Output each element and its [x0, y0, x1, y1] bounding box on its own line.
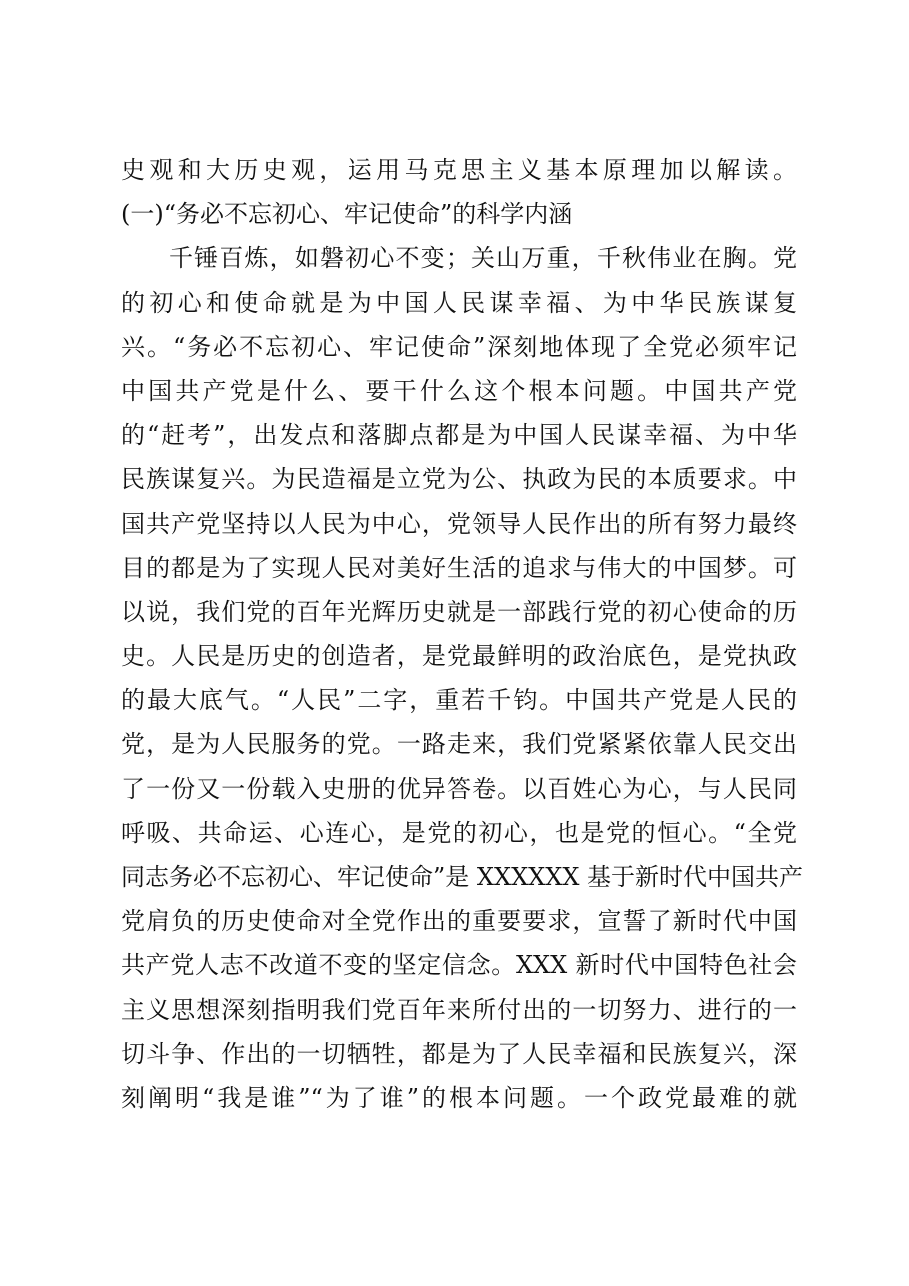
- paragraph-line: 党肩负的历史使命对全党作出的重要要求，宣誓了新时代中国: [121, 907, 797, 936]
- paragraph-line: 中国共产党是什么、要干什么这个根本问题。中国共产党: [121, 376, 797, 405]
- paragraph-line: 史观和大历史观，运用马克思主义基本原理加以解读。: [121, 156, 797, 184]
- section-heading: (一)“务必不忘初心、牢记使命”的科学内涵: [121, 200, 573, 229]
- paragraph-line: 兴。“务必不忘初心、牢记使命”深刻地体现了全党必须牢记: [121, 332, 797, 361]
- paragraph-line: 同志务必不忘初心、牢记使命”是 XXXXXX 基于新时代中国共产: [121, 863, 804, 891]
- paragraph-line: 主义思想深刻指明我们党百年来所付出的一切努力、进行的一: [121, 995, 797, 1024]
- document-body: [121, 148, 804, 1120]
- paragraph-line: 的“赶考”，出发点和落脚点都是为中国人民谋幸福、为中华: [121, 421, 797, 450]
- paragraph-line: 民族谋复兴。为民造福是立党为公、执政为民的本质要求。中: [121, 465, 797, 494]
- paragraph-line: 以说，我们党的百年光辉历史就是一部践行党的初心使命的历: [121, 597, 797, 626]
- paragraph-line: 的最大底气。“人民”二字，重若千钧。中国共产党是人民的: [121, 686, 797, 715]
- paragraph-line: 千锤百炼，如磐初心不变；关山万重，千秋伟业在胸。党: [169, 244, 797, 273]
- paragraph-line: 呼吸、共命运、心连心，是党的初心，也是党的恒心。“全党: [121, 818, 797, 847]
- paragraph-line: 目的都是为了实现人民对美好生活的追求与伟大的中国梦。可: [121, 553, 797, 582]
- paragraph-line: 史。人民是历史的创造者，是党最鲜明的政治底色，是党执政: [121, 642, 797, 671]
- paragraph-line: 共产党人志不改道不变的坚定信念。XXX 新时代中国特色社会: [121, 951, 797, 980]
- paragraph-line: 国共产党坚持以人民为中心，党领导人民作出的所有努力最终: [121, 509, 797, 538]
- paragraph-line: 切斗争、作出的一切牺牲，都是为了人民幸福和民族复兴，深: [121, 1039, 797, 1068]
- paragraph-line: 党，是为人民服务的党。一路走来，我们党紧紧依靠人民交出: [121, 730, 797, 759]
- paragraph-line: 了一份又一份载入史册的优异答卷。以百姓心为心，与人民同: [121, 774, 797, 803]
- paragraph-line: 刻阐明“我是谁”“为了谁”的根本问题。一个政党最难的就: [121, 1083, 797, 1112]
- paragraph-line: 的初心和使命就是为中国人民谋幸福、为中华民族谋复: [121, 288, 797, 317]
